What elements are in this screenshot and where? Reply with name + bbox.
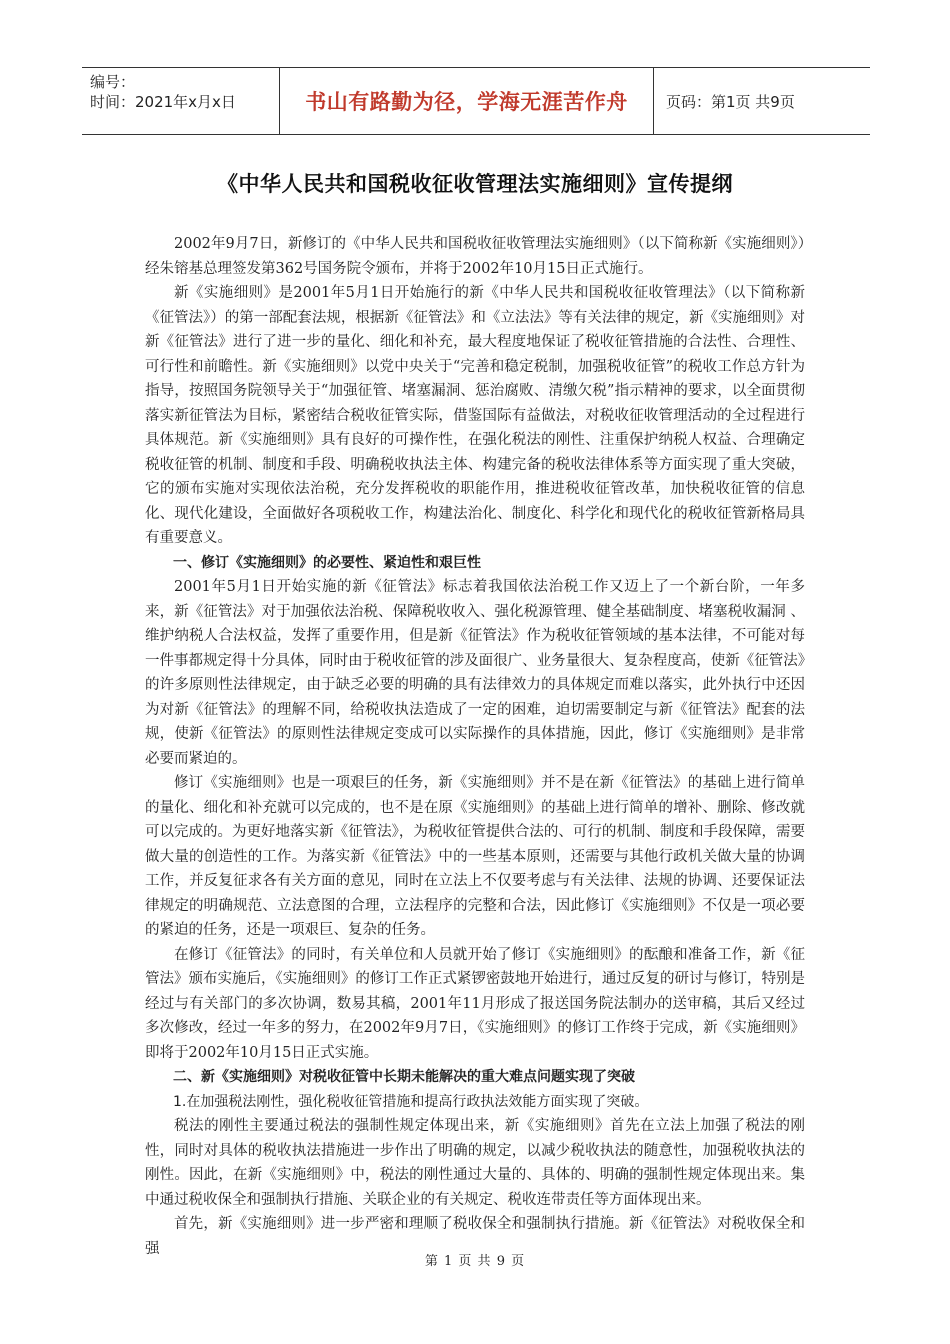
paragraph: 新《实施细则》是2001年5月1日开始施行的新《中华人民共和国税收征收管理法》（以下简称新《征管法》）的第一部配套法规，根据新《征管法》和《立法法》等有关法律的规定，新《实施细则》对新《征管法》进行了进一步的量化、细化和补充，最大程度地保证了税收征管措施的合法性、合理性、可行性和前瞻性。新《实施细则》以党中央关于“完善和稳定税制，加强税收征管”的税收工作总方针为指导，按照国务院领导关于“加强征管、堵塞漏洞、惩治腐败、清缴欠税”指示精神的要求，以全面贯彻落实新征管法为目标，紧密结合税收征管实际，借鉴国际有益做法，对税收征收管理活动的全过程进行具体规范。新《实施细则》具有良好的可操作性，在强化税法的刚性、注重保护纳税人权益、合理确定税收征管的机制、制度和手段、明确税收执法主体、构建完备的税收法律体系等方面实现了重大突破，它的颁布实施对实现依法治税，充分发挥税收的职能作用，推进税收征管改革，加快税收征管的信息化、现代化建设，全面做好各项税收工作，构建法治化、制度化、科学化和现代化的税收征管新格局具有重要意义。 [145,285,805,546]
document-body [145,232,805,1261]
section-heading: 二、新《实施细则》对税收征管中长期未能解决的重大难点问题实现了突破 [173,1069,635,1085]
paragraph: 2001年5月1日开始实施的新《征管法》标志着我国依法治税工作又迈上了一个新台阶，一年多来，新《征管法》对于加强依法治税、保障税收收入、强化税源管理、健全基础制度、堵塞税收漏洞 、维护纳税人合法权益，发挥了重要作用，但是新《征管法》作为税收征管领域的基本法律，不可能对每一件事都规定得十分具体，同时由于税收征管的涉及面很广、业务量很大、复杂程度高，使新《征管法》的许多原则性法律规定，由于缺乏必要的明确的具有法律效力的具体规定而难以落实，此外执行中还因为对新《征管法》的理解不同，给税收执法造成了一定的困难，迫切需要制定与新《征管法》配套的法规，使新《征管法》的原则性法律规定变成可以实际操作的具体措施，因此，修订《实施细则》是非常必要而紧迫的。 [145,579,805,767]
page-header [82,67,870,135]
document-title: 《中华人民共和国税收征收管理法实施细则》宣传提纲 [217,172,733,196]
paragraph: 修订《实施细则》也是一项艰巨的任务，新《实施细则》并不是在新《征管法》的基础上进行简单的量化、细化和补充就可以完成的，也不是在原《实施细则》的基础上进行简单的增补、删除、修改就可以完成的。为更好地落实新《征管法》，为税收征管提供合法的、可行的机制、制度和手段保障，需要做大量的创造性的工作。为落实新《征管法》中的一些基本原则，还需要与其他行政机关做大量的协调工作，并反复征求各有关方面的意见，同时在立法上不仅要考虑与有关法律、法规的协调、还要保证法律规定的明确规范、立法意图的合理，立法程序的完整和合法，因此修订《实施细则》不仅是一项必要的紧迫的任务，还是一项艰巨、复杂的任务。 [145,775,805,938]
header-meta [82,68,280,134]
number-label: 编号： [90,73,136,91]
paragraph: 税法的刚性主要通过税法的强制性规定体现出来，新《实施细则》首先在立法上加强了税法的刚性，同时对具体的税收执法措施进一步作出了明确的规定，以减少税收执法的随意性，加强税收执法的刚性。因此，在新《实施细则》中，税法的刚性通过大量的、具体的、明确的强制性规定体现出来。集中通过税收保全和强制执行措施、关联企业的有关规定、税收连带责任等方面体现出来。 [145,1118,805,1208]
paragraph: 在修订《征管法》的同时，有关单位和人员就开始了修订《实施细则》的酝酿和准备工作，新《征管法》颁布实施后，《实施细则》的修订工作正式紧锣密鼓地开始进行，通过反复的研讨与修订，特别是经过与有关部门的多次协调，数易其稿，2001年11月形成了报送国务院法制办的送审稿，其后又经过多次修改，经过一年多的努力，在2002年9月7日，《实施细则》的修订工作终于完成，新《实施细则》即将于2002年10月15日正式实施。 [145,946,805,1061]
time-label: 时间：2021年x月x日 [90,93,236,111]
paragraph: 首先，新《实施细则》进一步严密和理顺了税收保全和强制执行措施。新《征管法》对税收保全和强 [145,1216,805,1257]
paragraph: 2002年9月7日，新修订的《中华人民共和国税收征收管理法实施细则》（以下简称新《实施细则》）经朱镕基总理签发第362号国务院令颁布，并将于2002年10月15日正式施行。 [145,236,805,277]
header-motto: 书山有路勤为径，学海无涯苦作舟 [280,68,654,134]
section-heading: 一、修订《实施细则》的必要性、紧迫性和艰巨性 [173,554,481,571]
subsection-heading: 1.在加强税法刚性，强化税收征管措施和提高行政执法效能方面实现了突破。 [173,1093,649,1110]
page-footer: 第 1 页 共 9 页 [424,1254,526,1269]
header-page-info: 页码：第1页 共9页 [666,92,795,111]
